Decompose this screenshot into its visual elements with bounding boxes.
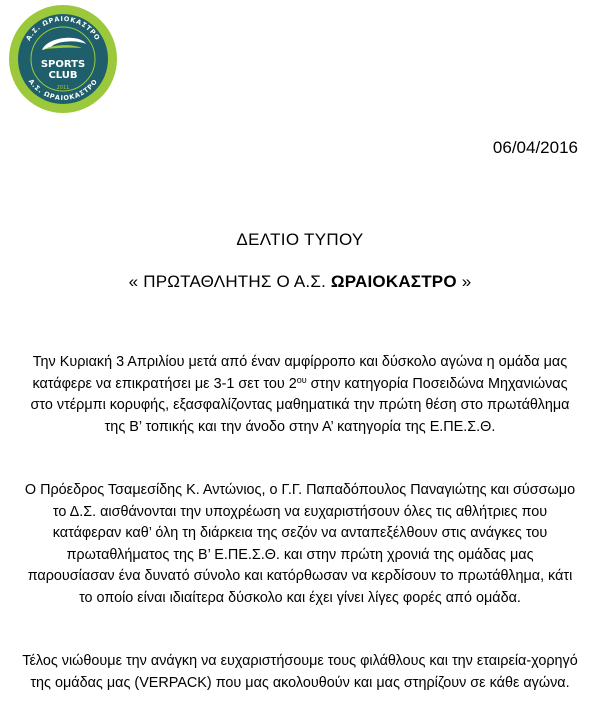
subtitle-club-name: ΩΡΑΙΟΚΑΣΤΡΟ (330, 272, 457, 291)
document-title: ΔΕΛΤΙΟ ΤΥΠΟΥ (236, 230, 364, 249)
logo-year-text: 2011 (56, 85, 70, 91)
club-logo (8, 4, 118, 114)
document-date: 06/04/2016 (492, 138, 578, 157)
subtitle-suffix: » (456, 272, 472, 291)
subtitle-prefix: « ΠΡΩΤΑΘΛΗΤΗΣ Ο Α.Σ. (128, 272, 331, 291)
logo-sports-text: SPORTS (40, 59, 86, 70)
logo-club-text: CLUB (48, 70, 78, 81)
paragraph-match-result: Την Κυριακή 3 Απριλίου μετά από έναν αμφίρροπο και δύσκολο αγώνα η ομάδα μας κατάφερε να επικρατήσει με 3-1 σετ του $2^{o\upsilon}$ στην κατηγορία Ποσειδώνα Μηχανιώνας στο ντέρμπι κορυφής, εξασφαλίζοντας μαθηματικά την πρώτη θέση στο πρωτάθλημα της Β’ τοπικής και την άνοδο στην Α’ κατηγορία της Ε.ΠΕ.Σ.Θ. (30, 354, 570, 435)
logo-top-arc-text: Α.Σ. ΩΡΑΙΟΚΑΣΤΡΟ (24, 14, 102, 43)
document-subtitle (0, 272, 600, 292)
logo-bottom-arc-text: Α.Σ. ΩΡΑΙΟΚΑΣΤΡΟ (26, 77, 100, 103)
paragraph-board-thanks: Ο Πρόεδρος Τσαμεσίδης Κ. Αντώνιος, ο Γ.Γ. Παπαδόπουλος Παναγιώτης και σύσσωμο το Δ.Σ. αισθάνονται την υποχρέωση να ευχαριστήσουν όλες τις αθλήτριες που κατάφεραν καθ’ όλη τη διάρκεια της σεζόν να ανταπεξέλθουν στις ανάγκες του πρωταθλήματος της Β’ Ε.ΠΕ.Σ.Θ. και στην πρώτη χρονιά της ομάδας μας παρουσίασαν ένα δυνατό σύνολο και κατόρθωσαν να κερδίσουν το πρωτάθλημα, κάτι το οποίο είναι ιδιαίτερα δύσκολο και έχει γίνει λίγες φορές από ομάδα. (24, 482, 576, 606)
paragraph-fans-sponsor: Τέλος νιώθουμε την ανάγκη να ευχαριστήσουμε τους φιλάθλους και την εταιρεία-χορηγό της ομάδας μας (VERPACK) που μας ακολουθούν και μας στηρίζουν σε κάθε αγώνα. (22, 653, 578, 691)
ordinal-superscript: ου (296, 374, 307, 385)
